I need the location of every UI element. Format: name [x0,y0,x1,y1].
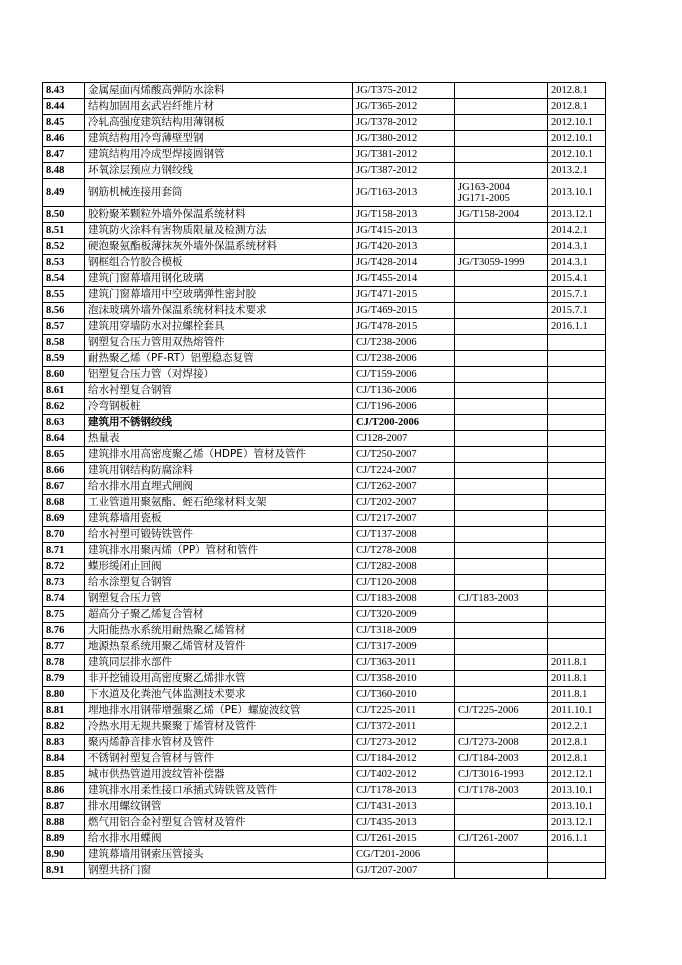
standard-code: CJ/T261-2015 [353,831,455,847]
replaced-standards [455,719,548,735]
standard-number: 8.83 [43,735,85,751]
standard-number: 8.54 [43,271,85,287]
table-row [43,399,606,415]
standard-code: CJ/T137-2008 [353,527,455,543]
standard-name: 铝塑复合压力管（对焊接） [85,367,353,383]
effective-date [548,511,606,527]
table-row [43,163,606,179]
standard-code: JG/T158-2013 [353,207,455,223]
standard-name: 建筑门窗幕墙用钢化玻璃 [85,271,353,287]
replaced-standards: JG/T158-2004 [455,207,548,223]
effective-date [548,399,606,415]
standard-number: 8.44 [43,99,85,115]
replaced-standards [455,131,548,147]
standard-code: JG/T420-2013 [353,239,455,255]
standard-number: 8.67 [43,479,85,495]
effective-date [548,527,606,543]
standard-code: CJ/T320-2009 [353,607,455,623]
standard-name: 下水道及化粪池气体监测技术要求 [85,687,353,703]
standard-code: JG/T365-2012 [353,99,455,115]
standard-number: 8.57 [43,319,85,335]
table-row [43,783,606,799]
table-row [43,367,606,383]
standard-number: 8.88 [43,815,85,831]
standard-number: 8.50 [43,207,85,223]
standard-name: 超高分子聚乙烯复合管材 [85,607,353,623]
standard-name: 建筑排水用聚丙烯（PP）管材和管件 [85,543,353,559]
standard-code: CJ/T224-2007 [353,463,455,479]
standard-code: CJ/T250-2007 [353,447,455,463]
replaced-standards [455,431,548,447]
effective-date [548,559,606,575]
table-row [43,351,606,367]
standard-number: 8.84 [43,751,85,767]
standard-name: 冷弯钢板桩 [85,399,353,415]
effective-date: 2012.10.1 [548,131,606,147]
replaced-standards [455,655,548,671]
replaced-standards: CJ/T3016-1993 [455,767,548,783]
table-row [43,131,606,147]
standard-name: 燃气用铝合金衬塑复合管材及管件 [85,815,353,831]
standard-name: 大阳能热水系统用耐热聚乙烯管材 [85,623,353,639]
replaced-standards [455,815,548,831]
standard-code: JG/T469-2015 [353,303,455,319]
effective-date [548,639,606,655]
standard-name: 建筑门窗幕墙用中空玻璃弹性密封胶 [85,287,353,303]
standard-code: CJ/T358-2010 [353,671,455,687]
effective-date: 2012.10.1 [548,147,606,163]
effective-date [548,623,606,639]
standard-code: CJ/T217-2007 [353,511,455,527]
standard-code: JG/T163-2013 [353,179,455,207]
standard-name: 蝶形缓闭止回阀 [85,559,353,575]
effective-date [548,415,606,431]
standard-code: CJ/T178-2013 [353,783,455,799]
table-row [43,99,606,115]
standard-number: 8.68 [43,495,85,511]
effective-date: 2012.12.1 [548,767,606,783]
replaced-standards [455,607,548,623]
effective-date: 2015.7.1 [548,303,606,319]
table-row [43,575,606,591]
replaced-standards [455,287,548,303]
table-row [43,319,606,335]
effective-date [548,383,606,399]
replaced-standards [455,223,548,239]
standard-number: 8.58 [43,335,85,351]
replaced-standards [455,115,548,131]
standard-code: JG/T415-2013 [353,223,455,239]
standard-number: 8.86 [43,783,85,799]
effective-date: 2013.10.1 [548,783,606,799]
effective-date: 2016.1.1 [548,831,606,847]
standard-code: CJ/T372-2011 [353,719,455,735]
replaced-standards [455,559,548,575]
table-row [43,815,606,831]
standard-name: 冷轧高强度建筑结构用薄钢板 [85,115,353,131]
replaced-standards [455,335,548,351]
standard-number: 8.77 [43,639,85,655]
standard-number: 8.80 [43,687,85,703]
table-row [43,239,606,255]
standard-number: 8.43 [43,83,85,99]
standard-number: 8.82 [43,719,85,735]
table-row [43,623,606,639]
replaced-standards [455,351,548,367]
standard-name: 给水排水用蝶阀 [85,831,353,847]
replaced-standards [455,447,548,463]
standard-name: 钢塑共挤门窗 [85,863,353,879]
standard-number: 8.46 [43,131,85,147]
standard-code: CJ/T278-2008 [353,543,455,559]
effective-date [548,463,606,479]
effective-date: 2013.2.1 [548,163,606,179]
standard-number: 8.60 [43,367,85,383]
effective-date [548,335,606,351]
standard-name: 建筑防火涂料有害物质限量及检测方法 [85,223,353,239]
table-row [43,543,606,559]
standard-code: JG/T471-2015 [353,287,455,303]
effective-date: 2016.1.1 [548,319,606,335]
effective-date [548,495,606,511]
effective-date: 2014.2.1 [548,223,606,239]
standard-code: CJ/T225-2011 [353,703,455,719]
standard-code: JG/T380-2012 [353,131,455,147]
standard-number: 8.91 [43,863,85,879]
replaced-standards [455,399,548,415]
standard-name: 结构加固用玄武岩纤维片材 [85,99,353,115]
standard-name: 金属屋面丙烯酸高弹防水涂料 [85,83,353,99]
table-row [43,447,606,463]
table-row [43,559,606,575]
standard-code: CJ/T200-2006 [353,415,455,431]
standard-name: 建筑幕墙用瓷板 [85,511,353,527]
replaced-standards: JG163-2004 JG171-2005 [455,179,548,207]
standard-name: 建筑同层排水部件 [85,655,353,671]
effective-date [548,863,606,879]
replaced-standards [455,623,548,639]
standard-code: CJ/T196-2006 [353,399,455,415]
replaced-standards [455,415,548,431]
replaced-standards [455,479,548,495]
standard-name: 地源热泵系统用聚乙烯管材及管件 [85,639,353,655]
replaced-standards [455,99,548,115]
standard-name: 建筑结构用冷成型焊接圆钢管 [85,147,353,163]
standard-name: 城市供热管道用波纹管补偿器 [85,767,353,783]
effective-date: 2015.7.1 [548,287,606,303]
table-row [43,863,606,879]
table-row [43,223,606,239]
replaced-standards [455,271,548,287]
standard-number: 8.87 [43,799,85,815]
table-row [43,687,606,703]
replaced-standards [455,799,548,815]
standard-code: CJ/T159-2006 [353,367,455,383]
table-row [43,479,606,495]
table-row [43,655,606,671]
replaced-standards [455,463,548,479]
standard-number: 8.65 [43,447,85,463]
table-row [43,271,606,287]
standard-number: 8.70 [43,527,85,543]
standard-name: 热量表 [85,431,353,447]
effective-date: 2012.10.1 [548,115,606,131]
table-row [43,255,606,271]
replaced-standards [455,367,548,383]
standard-number: 8.59 [43,351,85,367]
effective-date: 2011.8.1 [548,655,606,671]
standard-name: 建筑结构用冷弯薄壁型钢 [85,131,353,147]
effective-date [548,447,606,463]
replaced-standards [455,543,548,559]
standard-code: CJ/T184-2012 [353,751,455,767]
standard-number: 8.71 [43,543,85,559]
effective-date: 2012.2.1 [548,719,606,735]
standard-name: 工业管道用聚氨酯、蛭石绝缘材料支架 [85,495,353,511]
effective-date: 2014.3.1 [548,255,606,271]
table-row [43,415,606,431]
table-row [43,383,606,399]
standard-name: 给水衬塑复合钢管 [85,383,353,399]
table-row [43,287,606,303]
effective-date [548,847,606,863]
table-row [43,303,606,319]
standard-number: 8.48 [43,163,85,179]
standard-name: 钢筋机械连接用套筒 [85,179,353,207]
standard-name: 建筑幕墙用钢索压管接头 [85,847,353,863]
replaced-standards [455,527,548,543]
standard-code: CJ/T431-2013 [353,799,455,815]
standard-number: 8.66 [43,463,85,479]
standard-number: 8.45 [43,115,85,131]
standard-code: CJ/T317-2009 [353,639,455,655]
standard-code: CJ/T262-2007 [353,479,455,495]
standard-name: 冷热水用无规共聚聚丁烯管材及管件 [85,719,353,735]
standard-number: 8.81 [43,703,85,719]
table-row [43,671,606,687]
standard-number: 8.78 [43,655,85,671]
standard-code: CJ/T360-2010 [353,687,455,703]
replaced-standards [455,83,548,99]
standard-name: 给水排水用直埋式闸阀 [85,479,353,495]
effective-date [548,367,606,383]
standard-number: 8.72 [43,559,85,575]
effective-date: 2011.8.1 [548,671,606,687]
standard-number: 8.79 [43,671,85,687]
effective-date: 2011.8.1 [548,687,606,703]
standard-number: 8.52 [43,239,85,255]
replaced-standards: CJ/T178-2003 [455,783,548,799]
standard-code: CJ/T238-2006 [353,335,455,351]
standard-name: 建筑用穿墙防水对拉螺栓套具 [85,319,353,335]
standard-number: 8.74 [43,591,85,607]
standard-number: 8.69 [43,511,85,527]
standard-number: 8.73 [43,575,85,591]
standard-name: 胶粉聚苯颗粒外墙外保温系统材料 [85,207,353,223]
standard-name: 排水用螺纹钢管 [85,799,353,815]
standard-code: CJ128-2007 [353,431,455,447]
replaced-standards [455,863,548,879]
replaced-standards [455,575,548,591]
replaced-standards: CJ/T183-2003 [455,591,548,607]
replaced-standards: CJ/T261-2007 [455,831,548,847]
replaced-standards [455,239,548,255]
standard-code: CG/T201-2006 [353,847,455,863]
replaced-standards [455,303,548,319]
standard-number: 8.62 [43,399,85,415]
effective-date [548,607,606,623]
standard-code: CJ/T120-2008 [353,575,455,591]
table-row [43,431,606,447]
standard-number: 8.55 [43,287,85,303]
replaced-standards [455,671,548,687]
table-row [43,831,606,847]
effective-date: 2011.10.1 [548,703,606,719]
replaced-standards [455,511,548,527]
standard-code: CJ/T435-2013 [353,815,455,831]
standard-code: CJ/T363-2011 [353,655,455,671]
standard-name: 建筑用不锈钢绞线 [85,415,353,431]
table-row [43,83,606,99]
standard-name: 钢塑复合压力管用双热熔管件 [85,335,353,351]
effective-date: 2012.8.1 [548,735,606,751]
standard-number: 8.47 [43,147,85,163]
table-row [43,735,606,751]
effective-date [548,575,606,591]
standard-name: 钢框组合竹胶合模板 [85,255,353,271]
standard-code: CJ/T282-2008 [353,559,455,575]
standard-number: 8.64 [43,431,85,447]
standard-name: 建筑排水用柔性接口承插式铸铁管及管件 [85,783,353,799]
standard-code: CJ/T238-2006 [353,351,455,367]
standard-name: 聚丙烯静音排水管材及管件 [85,735,353,751]
effective-date [548,543,606,559]
table-row [43,495,606,511]
replaced-standards [455,147,548,163]
standard-number: 8.90 [43,847,85,863]
effective-date: 2013.12.1 [548,815,606,831]
effective-date: 2012.8.1 [548,751,606,767]
standard-number: 8.85 [43,767,85,783]
effective-date: 2015.4.1 [548,271,606,287]
effective-date: 2014.3.1 [548,239,606,255]
table-row [43,147,606,163]
effective-date [548,351,606,367]
replaced-standards [455,687,548,703]
standard-number: 8.89 [43,831,85,847]
table-row [43,115,606,131]
table-row [43,751,606,767]
table-row [43,527,606,543]
standard-number: 8.49 [43,179,85,207]
replaced-standards: CJ/T225-2006 [455,703,548,719]
replaced-standards [455,319,548,335]
standard-name: 硬泡聚氨酯板薄抹灰外墙外保温系统材料 [85,239,353,255]
standard-name: 埋地排水用钢带增强聚乙烯（PE）螺旋波纹管 [85,703,353,719]
standard-code: JG/T455-2014 [353,271,455,287]
effective-date: 2013.12.1 [548,207,606,223]
standard-code: CJ/T402-2012 [353,767,455,783]
replaced-standards: CJ/T184-2003 [455,751,548,767]
replaced-standards [455,383,548,399]
standard-number: 8.51 [43,223,85,239]
standard-name: 给水衬塑可锻铸铁管件 [85,527,353,543]
table-row [43,607,606,623]
standard-code: CJ/T273-2012 [353,735,455,751]
standard-code: JG/T378-2012 [353,115,455,131]
standard-code: JG/T478-2015 [353,319,455,335]
standard-name: 耐热聚乙烯（PF-RT）铝塑稳态复管 [85,351,353,367]
table-row [43,463,606,479]
standards-table-body [43,83,606,879]
standard-number: 8.76 [43,623,85,639]
table-row [43,799,606,815]
effective-date: 2012.8.1 [548,99,606,115]
standard-number: 8.75 [43,607,85,623]
standard-name: 建筑排水用高密度聚乙烯（HDPE）管材及管件 [85,447,353,463]
standard-code: JG/T375-2012 [353,83,455,99]
replaced-standards [455,639,548,655]
standard-code: JG/T428-2014 [353,255,455,271]
replaced-standards [455,847,548,863]
table-row [43,511,606,527]
standard-name: 非开挖铺设用高密度聚乙烯排水管 [85,671,353,687]
table-row [43,703,606,719]
standard-code: CJ/T183-2008 [353,591,455,607]
standard-name: 泡沫玻璃外墙外保温系统材料技术要求 [85,303,353,319]
standard-number: 8.63 [43,415,85,431]
standard-number: 8.53 [43,255,85,271]
table-row [43,335,606,351]
standard-code: GJ/T207-2007 [353,863,455,879]
standard-name: 不锈钢衬塑复合管材与管件 [85,751,353,767]
table-row [43,207,606,223]
replaced-standards [455,495,548,511]
standard-code: JG/T387-2012 [353,163,455,179]
standards-table [42,82,606,879]
table-row [43,847,606,863]
replaced-standards: JG/T3059-1999 [455,255,548,271]
replaced-standards: CJ/T273-2008 [455,735,548,751]
effective-date: 2013.10.1 [548,179,606,207]
standard-code: JG/T381-2012 [353,147,455,163]
effective-date: 2012.8.1 [548,83,606,99]
standard-name: 建筑用钢结构防腐涂料 [85,463,353,479]
table-row [43,639,606,655]
effective-date [548,431,606,447]
table-row [43,591,606,607]
table-row [43,179,606,207]
effective-date [548,479,606,495]
effective-date: 2013.10.1 [548,799,606,815]
standard-code: CJ/T202-2007 [353,495,455,511]
standard-number: 8.56 [43,303,85,319]
replaced-standards [455,163,548,179]
table-row [43,767,606,783]
standard-name: 钢塑复合压力管 [85,591,353,607]
standard-number: 8.61 [43,383,85,399]
standard-code: CJ/T318-2009 [353,623,455,639]
standard-name: 给水涂塑复合钢管 [85,575,353,591]
table-row [43,719,606,735]
standard-code: CJ/T136-2006 [353,383,455,399]
effective-date [548,591,606,607]
standard-name: 环氧涂层预应力钢绞线 [85,163,353,179]
